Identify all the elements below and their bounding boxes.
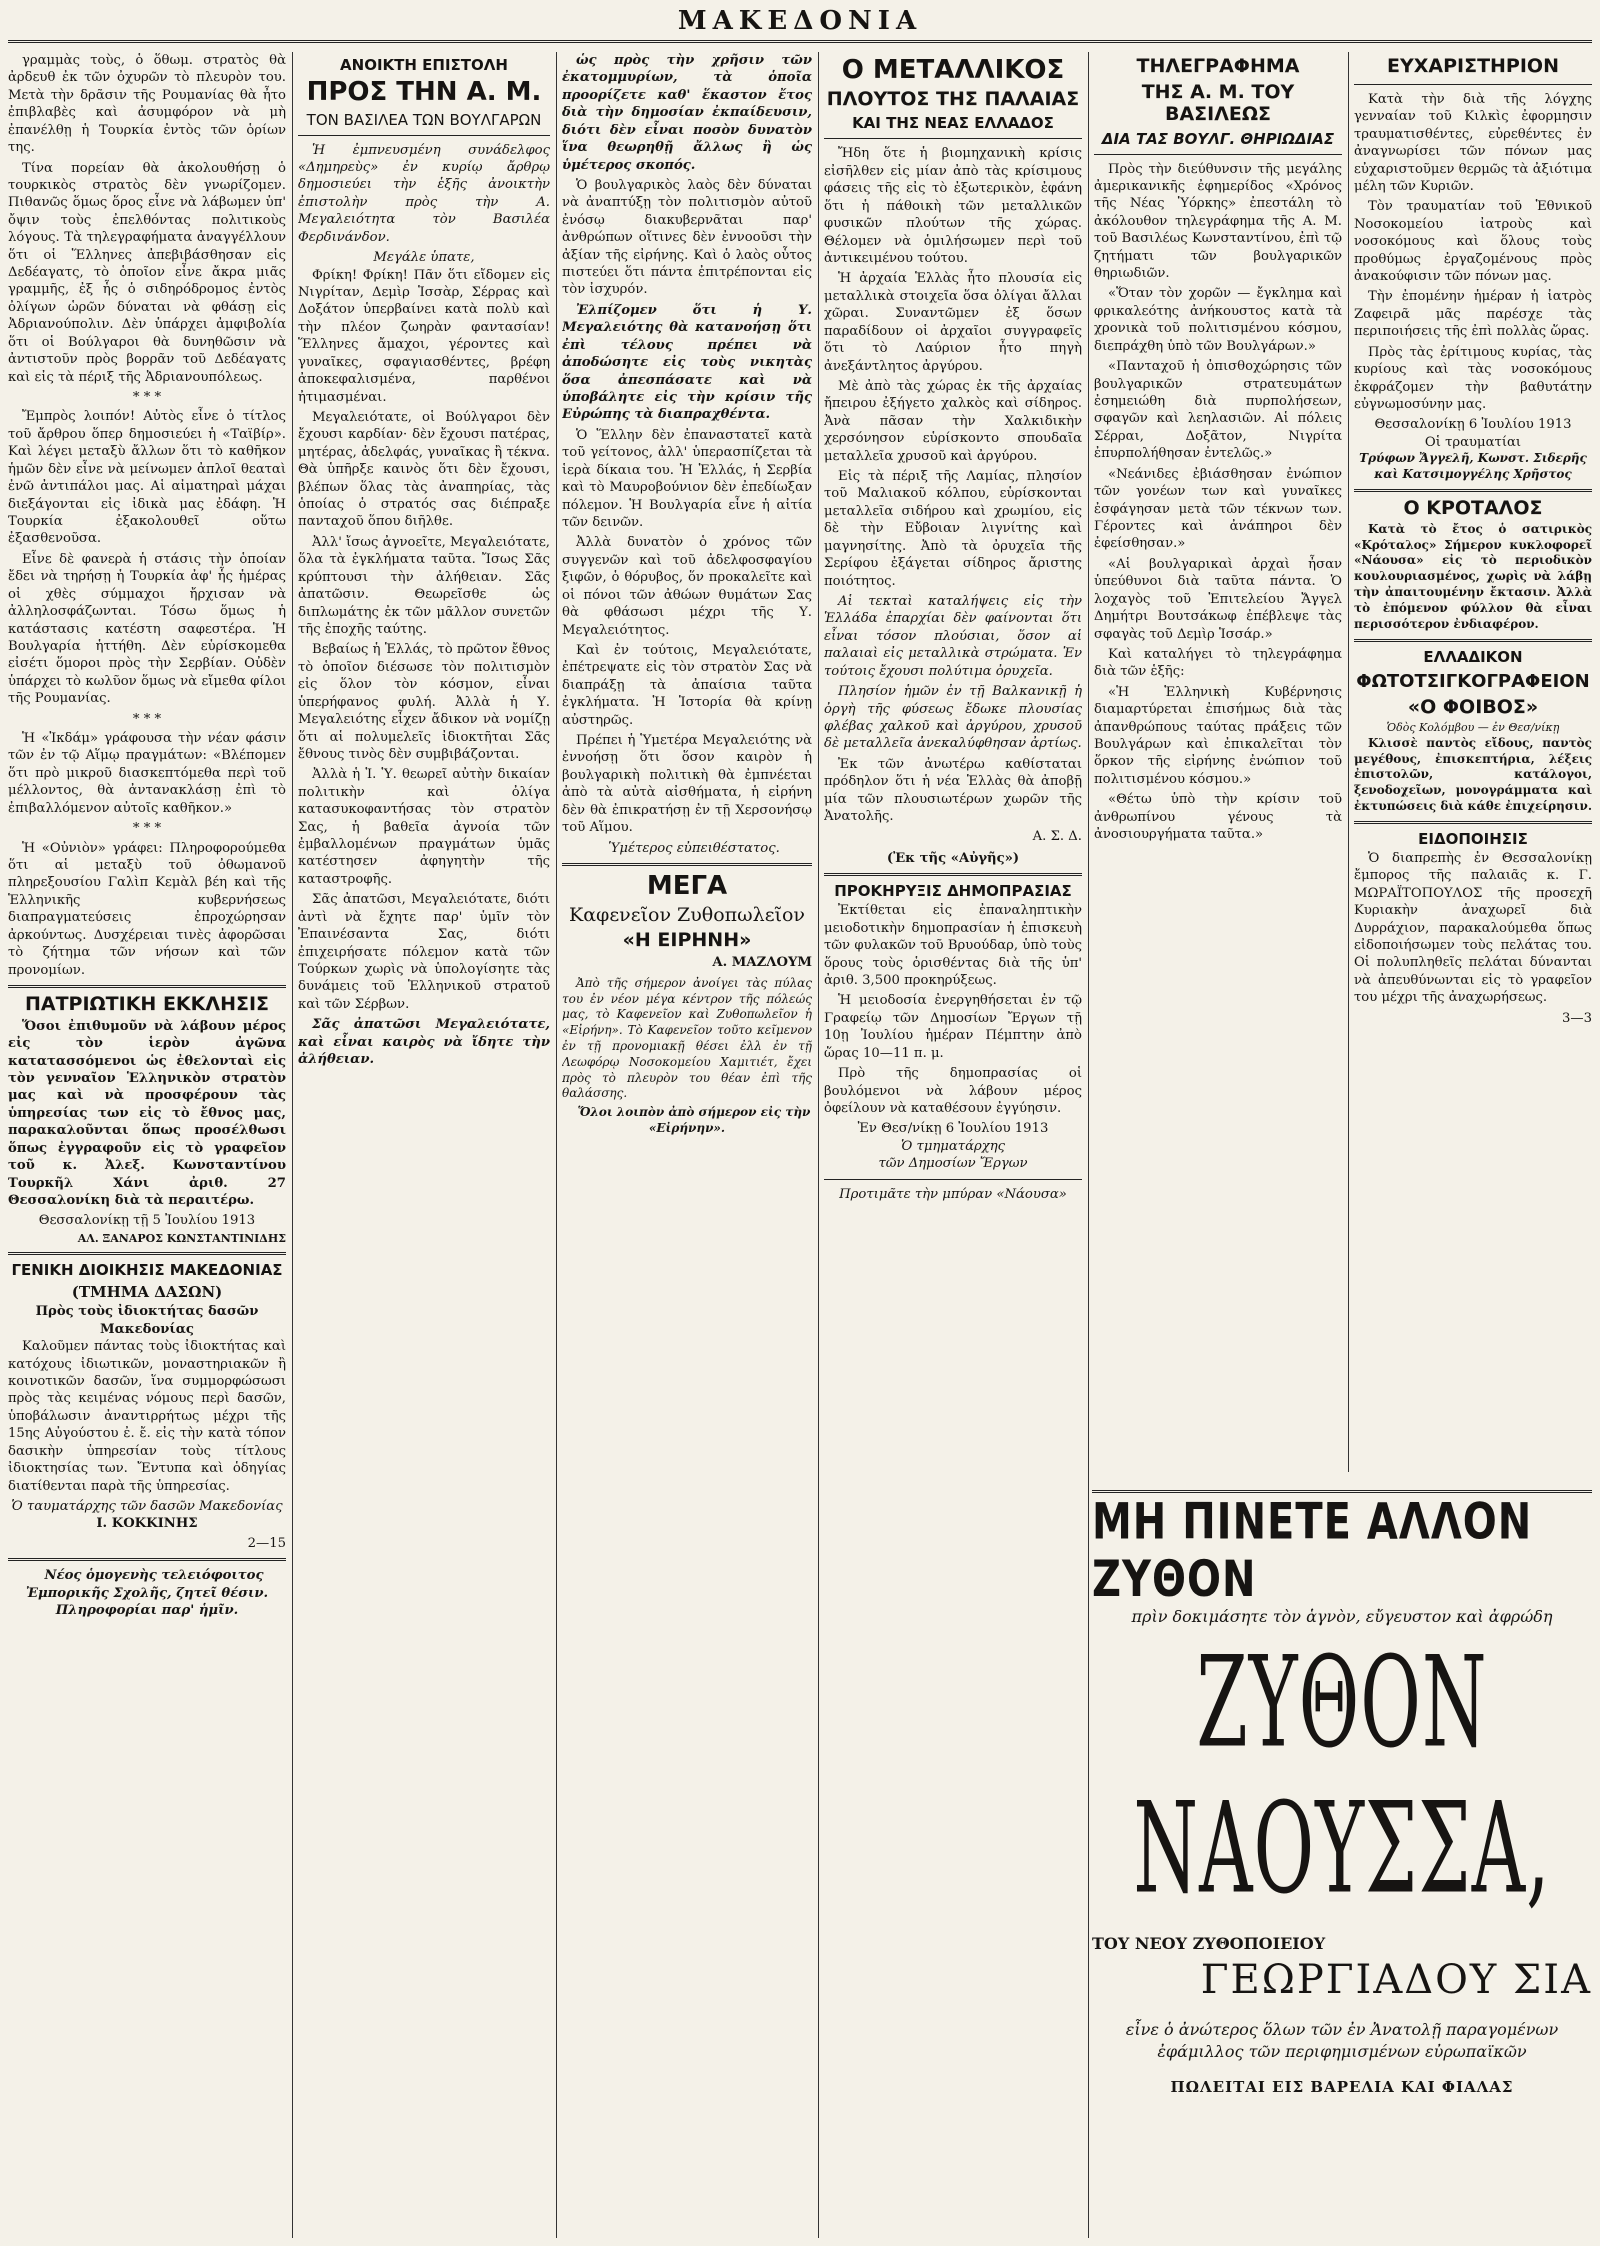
- article-paragraph: Τὴν ἐπομένην ἡμέραν ἡ ἰατρὸς Ζαφειρᾶ μᾶς παρέσχε τὰς περιποιήσεις τῆς ἐπὶ πολλὰς ὥρας.: [1354, 289, 1592, 340]
- article-paragraph: Ὁ βουλγαρικὸς λαὸς δὲν δύναται νὰ ἀναπτύξῃ τὸν πολιτισμὸν αὐτοῦ ἐνόσῳ διακυβερνᾶται παρ' ἀνθρώπων οἵτινες δὲν ἐννοοῦσι τὴν ἀξίαν τῆς εἰρήνης. Καὶ ὁ λαὸς οὗτος πιστεύει ὅτι πάντα ἐπιτρέπονται εἰς τὸν ἰσχυρόν.: [562, 177, 812, 298]
- column-divider: [1088, 52, 1089, 2238]
- section-rule: [1354, 84, 1592, 85]
- article-paragraph: Ἐλπίζομεν ὅτι ἡ Υ. Μεγαλειότης θὰ κατανοήσῃ ὅτι ἐπὶ τέλους πρέπει νὰ ἀποδώσητε εἰς τοὺς νικητὰς ὅσα ἀπεσπάσατε καὶ νὰ ὑποβάλητε εἰς τὴν κρίσιν τῆς Εὐρώπης τὰ διαπραχθέντα.: [562, 302, 812, 423]
- auction-notice-text: Ἐκτίθεται εἰς ἐπαναληπτικὴν μειοδοτικὴν δημοπρασίαν ἡ ἐπισκευὴ τῶν φυλακῶν τοῦ Βρυούδαρ, ὑπὸ τοὺς ὅρους τοὺς ὁρισθέντας διὰ τῆς ὑπ' ἀριθ. 3,500 προκηρύξεως.: [824, 903, 1082, 988]
- article-paragraph: Εἶνε δὲ φανερὰ ἡ στάσις τὴν ὁποίαν ἔδει νὰ τηρήσῃ ἡ Τουρκία ἀφ' ἧς ἡμέρας οἱ χθὲς σύμμαχοι ἤρχισαν νὰ ἀλληλοσφάζωνται. Τόσω ὅμως ἡ κατάστασις κατέστη σαφεστέρα. Ἡ Βουλγαρία ἡττήθη. Δὲν εὑρίσκομεθα εἰσέτι ὅμοροι πρὸς τὴν Σερβίαν. Οὐδὲν ὑπάρχει τὸ κωλῦον ὅμως νὰ εἴμεθα φίλοι τῆς Ρουμανίας.: [8, 551, 286, 707]
- article-paragraph: Ὁ Ἕλλην δὲν ἐπαναστατεῖ κατὰ τοῦ γείτονος, ἀλλ' ὑπερασπίζεται τὰ ἱερὰ δίκαια του. Ἡ Ἑλλάς, ἡ Σερβία καὶ τὸ Μαυροβούνιον δὲν ἐπεδίωξαν πόλεμον. Ἡ Βουλγαρία εἶνε ἡ αἰτία τῶν δεινῶν.: [562, 427, 812, 530]
- article-paragraph: «Θέτω ὑπὸ τὴν κρίσιν τοῦ ἀνθρωπίνου γένους τὰ ἀνοσιουργήματα ταῦτα.»: [1094, 792, 1342, 843]
- cafe-ad-closing: Ὅλοι λοιπὸν ἀπὸ σήμερον εἰς τὴν «Εἰρήνην».: [577, 1105, 811, 1136]
- article-paragraph: «Αἱ βουλγαρικαὶ ἀρχαὶ ἦσαν ὑπεύθυνοι διὰ ταῦτα πάντα. Ὁ λοχαγὸς τοῦ Ἐπιτελείου Ἄγγελ Δημήτρι Βουτσάκωφ ἐπέβλεψε τὰς σφαγὰς τοῦ Δεμὶρ Ἱσσάρ.»: [1094, 556, 1342, 642]
- article-paragraph: Κατὰ τὴν διὰ τῆς λόγχης γενναίαν τοῦ Κιλκὶς ἐφορμησιν τραυματισθέντες, εὐρεθέντες ἐν ἀναγνωρίσει τῶν πόνων μας εὐχαριστοῦμεν θερμῶς τὰ ἀξιότιμα μέλη τῶν Κυριῶν.: [1354, 91, 1592, 194]
- beer-ad-brewery-label: ΤΟΥ ΝΕΟΥ ΖΥΘΟΠΟΙΕΙΟΥ: [1092, 1934, 1326, 1953]
- column-1: [8, 52, 286, 2242]
- article-paragraph: Σᾶς ἀπατῶσι Μεγαλειότατε, καὶ εἶναι καιρὸς νὰ ἴδητε τὴν ἀλήθειαν.: [298, 1017, 550, 1068]
- column-5: [1094, 52, 1342, 1472]
- auction-notice-text: Πρὸ τῆς δημοπρασίας οἱ βουλόμενοι νὰ λάβουν μέρος ὀφείλουν νὰ καταθέσουν ἐγγύησιν.: [824, 1066, 1082, 1116]
- article-paragraph: Ἀλλὰ δυνατὸν ὁ χρόνος τῶν συγγενῶν καὶ τοῦ ἀδελφοσφαγίου ξιφῶν, ὁ θόρυβος, ὅν προκαλεῖτε καὶ οἱ πόνοι τῶν ἀθώων θυμάτων Σας θὰ φθάσωσι μέχρι τῆς Υ. Μεγαλειότητος.: [562, 535, 812, 638]
- article-paragraph: Ἐκ τῶν ἀνωτέρω καθίσταται πρόδηλον ὅτι ἡ νέα Ἑλλὰς θὰ ἀποβῇ μία τῶν πλουσιωτέρων χωρῶν τῆς Ἀνατολῆς.: [824, 756, 1082, 825]
- patriotic-appeal-title: ΠΑΤΡΙΩΤΙΚΗ ΕΚΚΛΗΣΙΣ: [24, 992, 270, 1015]
- forest-notice-signature-title: Ὁ ταυματάρχης τῶν δασῶν Μακεδονίας: [11, 1499, 283, 1514]
- column-divider: [818, 52, 819, 2238]
- section-rule: [1354, 489, 1592, 492]
- thanks-date: Θεσσαλονίκῃ 6 Ἰουλίου 1913: [1374, 417, 1572, 433]
- article-paragraph: Τίνα πορείαν θὰ ἀκολουθήσῃ ὁ τουρκικὸς στρατὸς δὲν γνωρίζομεν. Πιθανῶς ὅμως ὅρος εἶνε νὰ λάβωμεν ὑπ' ὄψιν τοὺς ἐπελθόντας πολιτικοὺς λόγους. Τὰ τηλεγραφήματα ἀναγγέλλουν ὅτι οἱ Ἕλληνες ἀπεβιβάσθησαν εἰς Δεδέαγατς, τὸ ὁποῖον εἶνε ἄκρα μιᾶς γραμμῆς, ἐξ ἧς ὁ σιδηρόδρομος ἐντὸς ὀλίγων ὡρῶν δύναται νὰ φθάσῃ εἰς Ἀδριανούπολιν. Δὲν ὑπάρχει ἀμφιβολία ὅτι οἱ Βούλγαροι θὰ δυνηθῶσιν νὰ ἀντιστοῦν πρὸς βορρᾶν τοῦ Δεδέαγατς καὶ εἰς τὰ πέριξ τῆς Ἀδριανουπόλεως.: [8, 160, 286, 385]
- krotalos-text: Κατὰ τὸ ἔτος ὁ σατιρικὸς «Κρόταλος» Σήμερον κυκλοφορεῖ «Νάουσα» εἰς τὸ περιοδικὸν κουλουριασμένος, χωρὶς νὰ λάβῃ τὴν ἀπαιτουμένην ἔκτασιν. Ἀλλὰ τὸ ἐπόμενον φύλλον θὰ εἶναι περισσότερον ἐνδιαφέρον.: [1354, 521, 1592, 631]
- notice-title: ΕΙΔΟΠΟΙΗΣΙΣ: [1418, 829, 1528, 848]
- beer-ad-claim: εἶνε ὁ ἀνώτερος ὅλων τῶν ἐν Ἀνατολῇ παραγομένων ἐφάμιλλος τῶν περιφημισμένων εὐρωπαϊκῶν: [1125, 2020, 1559, 2062]
- cafe-ad-text: Ἀπὸ τῆς σήμερον ἀνοίγει τὰς πύλας του ἐν νέον μέγα κέντρον τῆς πόλεώς μας, τὸ Καφενεῖον καὶ Ζυθοπωλεῖον ἡ «Εἰρήνη». Τὸ Καφενεῖον τοῦτο κεῖμενον ἐν τῇ προνομιακῇ θέσει ἐλλ ἐν τῇ Λεωφόρῳ Νοσοκομείου Χαμιτιέτ, ἔχει πρὸς τὸ πλευρὸν του θέαν ἐπὶ τῆς θαλάσσης.: [562, 975, 812, 1101]
- open-letter-kicker: ΑΝΟΙΚΤΗ ΕΠΙΣΤΟΛΗ: [340, 56, 508, 74]
- column-divider: [1348, 52, 1349, 1472]
- telegram-subtitle: ΤΗΣ Α. Μ. ΤΟΥ ΒΑΣΙΛΕΩΣ: [1141, 80, 1295, 125]
- column-divider: [292, 52, 293, 2238]
- article-paragraph: «Πανταχοῦ ἡ ὀπισθοχώρησις τῶν βουλγαρικῶν στρατευμάτων ἐσημειώθη διὰ πυρπολήσεων, σφαγῶν καὶ λεηλασιῶν. Αἱ πόλεις Σέρραι, Δοξᾶτον, Νιγρίτα ἐπυρπολήθησαν ἐντελῶς.»: [1094, 359, 1342, 462]
- forest-notice-subtitle: (ΤΜΗΜΑ ΔΑΣΩΝ): [71, 1283, 223, 1302]
- section-stars: * * *: [132, 711, 162, 727]
- beer-ad-brand: ΖΥΘΟΝ ΝΑΟΥΣΣΑ,: [1133, 1629, 1551, 1923]
- open-letter-salutation: Μεγάλε ὑπατε,: [373, 250, 475, 266]
- newspaper-title: ΜΑΚΕΔΟΝΙΑ: [677, 6, 923, 36]
- cafe-ad-title: ΜΕΓΑ: [646, 870, 728, 901]
- article-paragraph: Τὸν τραυματίαν τοῦ Ἑθνικοῦ Νοσοκομείου ἰατροὺς καὶ νοσοκόμους καὶ ὅλους τοὺς προθύμως ἐργαζομένους πρὸς ἀνακούφισιν τῶν πόνων μας.: [1354, 199, 1592, 285]
- article-paragraph: Ἀλλ' ἴσως ἀγνοεῖτε, Μεγαλειότατε, ὅλα τὰ ἐγκλήματα ταῦτα. Ἴσως Σᾶς κρύπτουσι τὴν ἀλήθειαν. Σᾶς ἀπατῶσιν. Θεωρεῖσθε ὡς διπλωμάτης ἐκ τῶν μᾶλλον συνετῶν τῆς ἐποχῆς ταύτης.: [298, 534, 550, 637]
- column-divider: [556, 52, 557, 2238]
- article-paragraph: Καὶ καταλήγει τὸ τηλεγράφημα διὰ τῶν ἑξῆς:: [1094, 646, 1342, 680]
- thanks-signature-names: Τρύφων Ἄγγελῆ, Κωνστ. Σιδερῆς καὶ Κατσιμογγέλης Χρῆστος: [1359, 451, 1587, 482]
- forest-notice-heading: Πρὸς τοὺς ἰδιοκτήτας δασῶν Μακεδονίας: [35, 1304, 259, 1337]
- article-paragraph: «Νεάνιδες ἐβιάσθησαν ἐνώπιον τῶν γονέων των καὶ γυναῖκες ἐσφάγησαν μετὰ τῶν τέκνων των. Γέροντες καὶ ἀνάπηροι δὲν ἐφείσθησαν.»: [1094, 466, 1342, 552]
- section-rule: [824, 873, 1082, 876]
- column-3: [562, 52, 812, 2242]
- section-rule: [1354, 821, 1592, 824]
- beer-ad-sales: ΠΩΛΕΙΤΑΙ ΕΙΣ ΒΑΡΕΛΙΑ ΚΑΙ ΦΙΑΛΑΣ: [1170, 2077, 1514, 2096]
- notice-text: Ὁ διαπρεπὴς ἐν Θεσσαλονίκῃ ἔμπορος τῆς παλαιᾶς κ. Γ. ΜΩΡΑΪΤΟΠΟΥΛΟΣ τῆς προσεχῆ Κυριακὴν ἀναχωρεῖ διὰ Δυρράχιον, παρακαλούμεθα ὅπως εἰδοποιήσωμεν τοὺς πελάτας του. Οἱ πολυπληθεῖς πελάται δύνανται νὰ ἀπευθύνωνται εἰς τὸ γραφεῖον του μέχρι τῆς ἀναχωρήσεως.: [1354, 850, 1592, 1006]
- open-letter-title: ΠΡΟΣ ΤΗΝ Α. Μ.: [306, 77, 542, 107]
- patriotic-appeal-text: Ὅσοι ἐπιθυμοῦν νὰ λάβουν μέρος εἰς τὸν ἱερὸν ἀγῶνα κατατασσόμενοι ὡς ἐθελονταὶ εἰς τὸν γενναῖον Ἑλληνικὸν στρατὸν μας καὶ νὰ προσφέρουν τὰς ὑπηρεσίας των εἰς τὸ ἔθνος μας, παρακαλοῦνται ὅπως προσέλθωσι ὅπως ἐγγραφοῦν εἰς τὸ γραφεῖον τοῦ κ. Ἀλεξ. Κωνσταντίνου Τουρκῆλ Χάνι ἀριθ. 27 Θεσσαλονίκη διὰ τὰ περαιτέρω.: [8, 1018, 286, 1208]
- open-letter-intro: Ἡ ἐμπνευσμένη συνάδελφος «Δημηρεὺς» ἐν κυρίῳ ἄρθρῳ δημοσιεύει τὴν ἑξῆς ἀνοικτὴν ἐπιστολὴν πρὸς τὴν Α. Μεγαλειότητα τὸν Βασιλέα Φερδινάνδον.: [298, 142, 550, 245]
- notice-ref: 3—3: [1562, 1010, 1592, 1026]
- auction-notice-date: Ἐν Θεσ/νίκῃ 6 Ἰουλίου 1913: [857, 1121, 1049, 1137]
- metal-article-subtitle-2: ΚΑΙ ΤΗΣ ΝΕΑΣ ΕΛΛΑΔΟΣ: [852, 114, 1054, 133]
- section-rule: [8, 985, 286, 988]
- photo-ad-text: Κλισσὲ παντὸς εἴδους, παντὸς μεγέθους, ἐπισκεπτήρια, λέξεις ἐπιστολῶν, κατάλογοι, ξενοδοχεῖων, μονογράμματα καὶ ἐκτυπώσεις διὰ κάθε ἐπιχείρησιν.: [1354, 735, 1592, 813]
- metal-article-source: (Ἐκ τῆς «Αὐγῆς»): [886, 850, 1020, 866]
- article-paragraph: Ἡ «Οὐνιὸν» γράφει: Πληροφορούμεθα ὅτι αἱ μεταξὺ τοῦ ὀθωμανοῦ πληρεξουσίου Γαλὶπ Κεμὰλ βέη καὶ τῆς Ἑλληνικῆς κυβερνήσεως διαπραγματεύσεις ἐπροχώρησαν ἀρκούντως. Δυσχέρειαι τινὲς ἀφορῶσαι τὸ ζήτημα τῶν νήσων καὶ τῶν προνομίων.: [8, 840, 286, 978]
- article-paragraph: Ἤδη ὅτε ἡ βιομηχανικὴ κρίσις εἰσῆλθεν εἰς μίαν ἀπὸ τὰς κρίσιμους φάσεις τῆς εἰς τὸ ἐξωτερικὸν, ἐφάνη ὅτι ἡ πάθοικὴ τῶν μεταλλικῶν φυσικῶν πλούτων τῆς χώρας. Θέλομεν νὰ ὁμιλήσωμεν περὶ τοῦ ἀντικειμένου τούτου.: [824, 146, 1082, 266]
- open-letter-subtitle: ΤΟΝ ΒΑΣΙΛΕΑ ΤΩΝ ΒΟΥΛΓΑΡΩΝ: [306, 110, 542, 129]
- article-paragraph: Ἀλλὰ ἡ Ἱ. Ὑ. θεωρεῖ αὐτὴν δικαίαν πολιτικὴν καὶ ὀλίγα κατασυκοφαντήσας τὸν στρατὸν Σας, ἡ βαθεῖα ἀγνοία τῶν ἐμβαλλομένων πραγμάτων ὑμᾶς κατέστησεν ἀφηγητὴν τῆς καταστροφῆς.: [298, 767, 550, 887]
- article-paragraph: Ἡ ἀρχαία Ἑλλὰς ἦτο πλουσία εἰς μεταλλικὰ στοιχεῖα ὅσα ὀλίγαι ἄλλαι χῶραι. Συναντῶμεν ἐξ ὅσων παραδίδουν οἱ ἀρχαῖοι συγγραφεῖς ὅτι τὸ Λαύριον ἦτο πηγὴ ἀνεξάντλητος ἀργύρου.: [824, 271, 1082, 374]
- article-paragraph: Πλησίον ἡμῶν ἐν τῇ Βαλκανικῇ ἡ ὀργὴ τῆς φύσεως ἔδωκε πλουσίας φλέβας χαλκοῦ καὶ ἀργύρου, χρυσοῦ δὲ μεταλλεῖα ἀνεκαλύφθησαν ἀρτίως.: [824, 684, 1082, 752]
- photo-ad-name: «Ο ΦΟΙΒΟΣ»: [1407, 696, 1539, 719]
- section-stars: * * *: [132, 390, 162, 406]
- article-paragraph: Βεβαίως ἡ Ἑλλάς, τὸ πρῶτον ἔθνος τὸ ὁποῖον διέσωσε τὸν πολιτισμὸν εἰς ὅλον τὸν κόσμον, εἶναι ὑπερήφανος φυλή. Ἀλλὰ ἡ Υ. Μεγαλειότης εἶχεν ἄδικον νὰ νομίζῃ ὅτι αἱ πολυμελεῖς ἰδιοκτῆται Σᾶς ἔθνους τινὸς δὲν συμβιβάζονται.: [298, 642, 550, 762]
- photo-ad-address: Ὁδὸς Κολόμβου — ἐν Θεσ/νίκῃ: [1386, 721, 1560, 735]
- article-paragraph: Φρίκη! Φρίκη! Πᾶν ὅτι εἴδομεν εἰς Νιγρίταν, Δεμὶρ Ἱσσὰρ, Σέρρας καὶ Δοξάτον ὑπερβαίνει κατὰ πολὺ καὶ τὴν πλέον ζωηρὰν φαντασίαν! Ἕλληνες ἄμαχοι, γέροντες καὶ γυναῖκες, σφαγιασθέντες, βρέφη ἀποκεφαλισμένα, παρθένοι ἠτιμασμέναι.: [298, 267, 550, 405]
- article-paragraph: Πρὸς τὰς ἐρίτιμους κυρίας, τὰς κυρίους καὶ τὰς νοσοκόμους ἐκφράζομεν τὴν βαθυτάτην εὐγνωμοσύνην μας.: [1354, 344, 1592, 413]
- section-rule: [1354, 639, 1592, 642]
- telegram-title: ΤΗΛΕΓΡΑΦΗΜΑ: [1136, 55, 1300, 77]
- thanks-signature-head: Οἱ τραυματίαι: [1424, 434, 1522, 450]
- forest-notice-signature: Ι. ΚΟΚΚΙΝΗΣ: [96, 1516, 198, 1532]
- masthead-rule: [8, 40, 1592, 43]
- article-paragraph: ὡς πρὸς τὴν χρῆσιν τῶν ἐκατομμυρίων, τὰ ὁποῖα προορίζετε καθ' ἕκαστον ἔτος διὰ τὴν δημοσίαν ἐκπαίδευσιν, διότι δὲν εἶναι ποσὸν δυνατὸν ἵνα θεωρηθῇ ἄλλως ἢ ὡς ὑμέτερος σκοπός.: [562, 53, 812, 173]
- article-paragraph: Πρὸς τὴν διεύθυνσιν τῆς μεγάλης ἀμερικανικῆς ἐφημερίδος «Χρόνος τῆς Νέας Ὑόρκης» ἐπεστάλη τὸ ἀκόλουθον τηλεγράφημα τῆς Α. Μ. τοῦ Βασιλέως Κωνσταντίνου, ἐπὶ τῷ ζητήματι τῶν βουλγαρικῶν θηριωδιῶν.: [1094, 161, 1342, 282]
- beer-ad-brewery-name: ΓΕΩΡΓΙΑΔΟΥ ΣΙΑ: [1200, 1957, 1592, 2003]
- cafe-ad-name: «Η ΕΙΡΗΝΗ»: [622, 929, 752, 952]
- article-paragraph: Ἔμπρὸς λοιπόν! Αὐτὸς εἶνε ὁ τίτλος τοῦ ἄρθρου ὅπερ δημοσιεύει ἡ «Ταϊβίρ». Καὶ λέγει μεταξὺ ἄλλων ὅτι τὸ καθῆκον ἡμῶν δὲν εἶνε νὰ μείνωμεν ἀπλοῖ θεαταὶ ἐνῶ ἀντιπάλοι μας. Αἱ αἰματηραὶ μάχαι διεξάγονται εἰς ἰδικὰ μας ἐδάφη. Ἡ Τουρκία ἐξακολουθεῖ οὕτω ἐξασθενοῦσα.: [8, 409, 286, 547]
- article-paragraph: Μεγαλειότατε, οἱ Βούλγαροι δὲν ἔχουσι καρδίαν· δὲν ἔχουσι πατέρας, μητέρας, ἀδελφάς, γυναῖκας ἢ τέκνα. Θὰ ὑπῆρξε καινὸς ὅτι δὲν ἔχουσι, βλέπων ὅλας τὰς ἀναπηρίας, τὰς ὁποίας ὁ στρατός σας διέπραξε πανταχοῦ ὅπου διῆλθε.: [298, 409, 550, 530]
- auction-notice-title: ΠΡΟΚΗΡΥΞΙΣ ΔΗΜΟΠΡΑΣΙΑΣ: [834, 882, 1072, 901]
- article-paragraph: «Ἡ Ἑλληνικὴ Κυβέρνησις διαμαρτύρεται ἐπισήμως διὰ τὰς ἀπανθρώπους ταύτας πράξεις τῶν Βουλγάρων καὶ ἐπικαλεῖται τὸν ὅρκον τῆς εἰρήνης ἐνώπιον τοῦ πολιτισμένου κόσμου.»: [1094, 684, 1342, 787]
- auction-notice-signature-2: τῶν Δημοσίων Ἔργων: [878, 1156, 1028, 1172]
- cafe-ad-subtitle: Καφενεῖον Ζυθοπωλεῖον: [569, 903, 805, 926]
- article-paragraph: Ἡ «Ἰκδάμ» γράφουσα τὴν νέαν φάσιν τῶν ἐν τῷ Αἵμῳ πραγμάτων: «Βλέπομεν ὅτι πρὸ μικροῦ διασκεπτόμεθα περὶ τοῦ μέλλοντος, θὰ ἀντανακλάσῃ ἐπὶ τὸ ἐπιβαλλόμενον αὐτοῖς καθῆκον.»: [8, 731, 286, 816]
- section-rule: [824, 1179, 1082, 1180]
- section-rule: [8, 1558, 286, 1561]
- article-paragraph: Ὑμέτερος εὐπειθέστατος.: [608, 840, 780, 856]
- article-paragraph: «Ὅταν τὸν χορῶν — ἔγκλημα καὶ φρικαλεότης ἀνήκουστος κατὰ τὰ χρονικὰ τοῦ πολιτισμένου κόσμου, διεπράχθη ὑπὸ τῶν Βουλγάρων.»: [1094, 286, 1342, 354]
- thanks-title: ΕΥΧΑΡΙΣΤΗΡΙΟΝ: [1387, 55, 1559, 77]
- section-rule: [562, 863, 812, 866]
- column-2: [298, 52, 550, 2242]
- section-rule: [824, 138, 1082, 139]
- metal-article-signature: Α. Σ. Δ.: [1032, 829, 1082, 845]
- beer-ad-headline: ΜΗ ΠΙΝΕΤΕ ΑΛΛΟΝ ΖΥΘΟΝ: [1092, 1493, 1533, 1609]
- beer-advertisement: [1092, 1484, 1592, 2224]
- column-6: [1354, 52, 1592, 1472]
- section-rule: [298, 135, 550, 136]
- classified-ad: Νέος ὁμογενὴς τελειόφοιτος Ἐμπορικῆς Σχολῆς, ζητεῖ θέσιν. Πληροφορίαι παρ' ἡμῖν.: [25, 1568, 269, 1619]
- article-paragraph: γραμμὰς τοὺς, ὁ ὅθωμ. στρατὸς θὰ ἀρδευθ ἐκ τῶν ὀχυρῶν τὸ πλευρὸν του. Μετὰ τὴν δρᾶσιν τῆς Ρουμανίας θὰ ἦτο ἐπιβλαβὲς καὶ ἀσυμφόρον νὰ μὴ ἐπανέλθῃ ἡ Τουρκία ἐντὸς τῶν ὁρίων της.: [8, 53, 286, 156]
- photo-ad-kicker: ΕΛΛΑΔΙΚΟΝ: [1423, 647, 1523, 666]
- patriotic-appeal-signature: ΑΛ. ΞΑΝΑΡΟΣ ΚΩΝΣΤΑΝΤΙΝΙΔΗΣ: [77, 1231, 286, 1245]
- article-paragraph: Μὲ ἀπὸ τὰς χώρας ἐκ τῆς ἀρχαίας ἤπειρου ἐξήγετο χαλκὸς καὶ σίδηρος. Ἀνὰ πᾶσαν τὴν Χαλκιδικὴν χερσόνησον εὑρίσκοντο σπουδαῖα μεταλλεῖα χρυσοῦ καὶ ἀργύρου.: [824, 378, 1082, 464]
- telegram-subtitle-2: ΔΙΑ ΤΑΣ ΒΟΥΛΓ. ΘΗΡΙΩΔΙΑΣ: [1101, 129, 1335, 148]
- column-4: [824, 52, 1082, 2242]
- cafe-ad-owner: Α. ΜΑΖΛΟΥΜ: [712, 955, 812, 971]
- photo-ad-title: ΦΩΤΟΤΣΙΓΚΟΓΡΑΦΕΙΟΝ: [1356, 670, 1590, 692]
- beer-tagline: Προτιμᾶτε τὴν μπύραν «Νάουσα»: [839, 1186, 1067, 1202]
- auction-notice-signature: Ὁ τμηματάρχης: [901, 1138, 1005, 1154]
- krotalos-title: Ο ΚΡΟΤΑΛΟΣ: [1403, 496, 1543, 519]
- section-rule: [1094, 154, 1342, 155]
- article-paragraph: Εἰς τὰ πέριξ τῆς Λαμίας, πλησίον τοῦ Μαλιακοῦ κόλπου, εὑρίσκονται μεταλλεῖα σιδήρου καὶ χρωμίου, εἰς δὲ τὴν Εὔβοιαν λιγνίτης καὶ μαγνησίτης. Ἀπὸ τὰ ὀρυχεῖα τῆς Σερίφου ἐξάγεται σίδηρος ἄριστης ποιότητος.: [824, 469, 1082, 589]
- auction-notice-text: Ἡ μειοδοσία ἐνεργηθήσεται ἐν τῷ Γραφείῳ τῶν Δημοσίων Ἔργων τῇ 10ῃ Ἰουλίου ἡμέραν Πέμπτην ἀπὸ ὥρας 10—11 π. μ.: [824, 993, 1082, 1061]
- article-paragraph: Πρέπει ἡ Ὑμετέρα Μεγαλειότης νὰ ἐννοήσῃ ὅτι ὅσον καιρὸν ἡ βουλγαρικὴ πολιτικὴ θὰ ἐμπνέεται ἀπὸ τὰ αὐτὰ αἰσθήματα, ἡ εἰρήνη δὲν θὰ ἐπικρατήσῃ ἐν τῇ Χερσονήσῳ τοῦ Αἵμου.: [562, 733, 812, 836]
- forest-notice-title: ΓΕΝΙΚΗ ΔΙΟΙΚΗΣΙΣ ΜΑΚΕΔΟΝΙΑΣ: [11, 1261, 283, 1280]
- metal-article-title: Ο ΜΕΤΑΛΛΙΚΟΣ: [841, 55, 1065, 85]
- forest-notice-ref: 2—15: [247, 1535, 286, 1551]
- masthead: [0, 0, 1600, 46]
- metal-article-subtitle: ΠΛΟΥΤΟΣ ΤΗΣ ΠΑΛΑΙΑΣ: [826, 87, 1080, 110]
- article-paragraph: Σᾶς ἀπατῶσι, Μεγαλειότατε, διότι ἀντὶ νὰ ἔχητε παρ' ὑμῖν τὸν Ἐπαινέσαντα Σας, διότι ἐπιχειρήσατε πόλεμον κατὰ τῶν Τούρκων χωρὶς νὰ ὑπολογίσητε τὰς δυνάμεις τοῦ Ἑλληνικοῦ στρατοῦ καὶ τῶν Σέρβων.: [298, 892, 550, 1012]
- section-rule: [8, 1252, 286, 1255]
- article-paragraph: Καὶ ἐν τούτοις, Μεγαλειότατε, ἐπέτρεψατε εἰς τὸν στρατὸν Σας νὰ διαπράξῃ τὰ ἀπαίσια ταῦτα ἐγκλήματα. Ἡ Ἱστορία θὰ κρίνῃ αὐστηρῶς.: [562, 642, 812, 728]
- article-paragraph: Αἱ τεκταὶ καταλήψεις εἰς τὴν Ἑλλάδα ἐπαρχίαι δὲν φαίνονται ὅτι εἶναι τόσον πλούσιαι, ὅσον αἱ παλαιαὶ εἰς μεταλλικὰ στρώματα. Ἐν τούτοις ἔχουσι πολύτιμα ὀρυχεῖα.: [824, 593, 1082, 679]
- forest-notice-text: Καλοῦμεν πάντας τοὺς ἰδιοκτήτας καὶ κατόχους ἰδιωτικῶν, μοναστηριακῶν ἢ κοινοτικῶν δασῶν, ἵνα συμμορφώσωσι πρὸς τὰς κειμένας νόμους περὶ δασῶν, ὑποβάλωσιν ἀναντιρρήτως μέχρι τῆς 15ης Αὐγούστου ἐ. ἔ. εἰς τὴν κατὰ τόπον δασικὴν ὑπηρεσίαν τοὺς τίτλους ἰδιοκτησίας των. Ἔντυπα καὶ ὁδηγίας διατίθενται παρὰ τῆς ὑπηρεσίας.: [8, 1339, 286, 1494]
- section-stars: * * *: [132, 821, 162, 837]
- beer-ad-line: πρὶν δοκιμάσητε τὸν ἁγνὸν, εὔγευστον καὶ ἀφρώδη: [1131, 1607, 1553, 1626]
- patriotic-appeal-date: Θεσσαλονίκῃ τῇ 5 Ἰουλίου 1913: [38, 1213, 256, 1229]
